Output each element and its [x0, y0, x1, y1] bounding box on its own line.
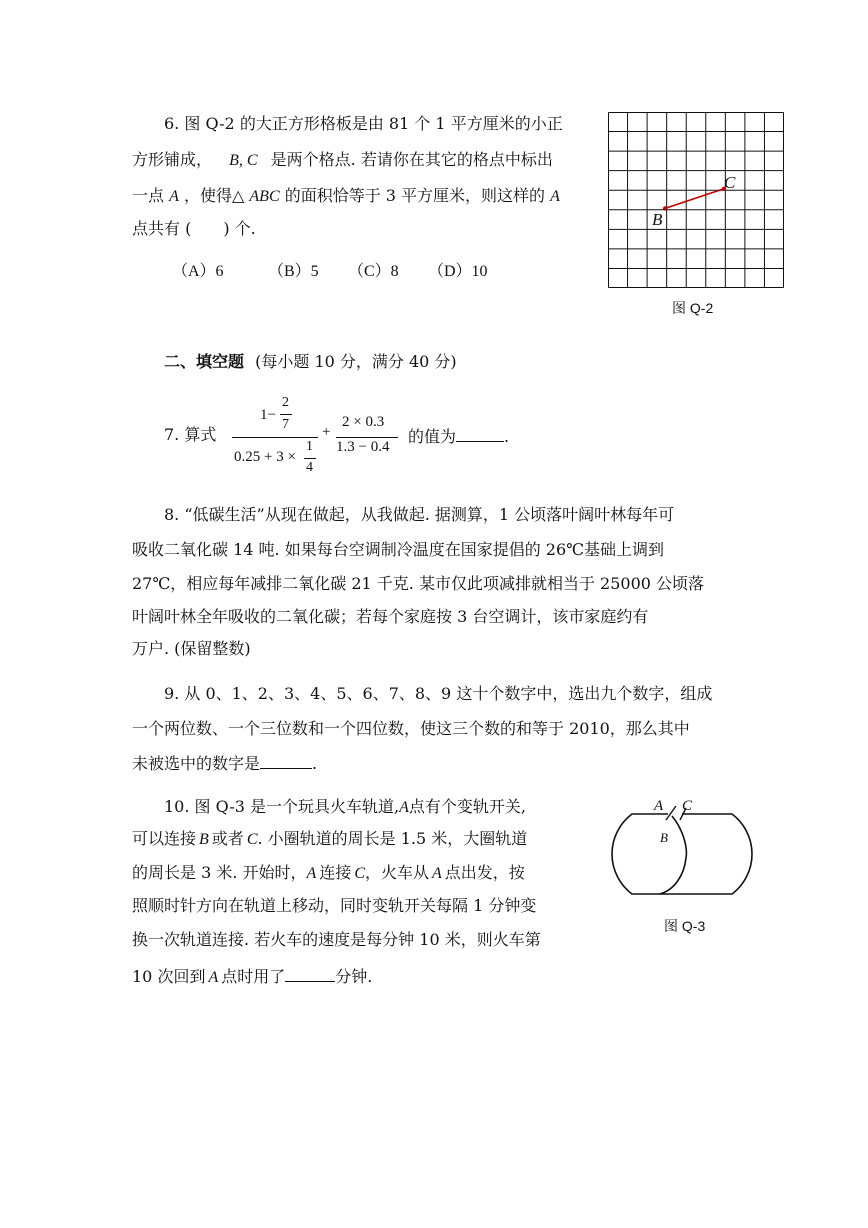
answer-blank-q9[interactable] [260, 752, 312, 769]
q7-fraction-bar [336, 437, 398, 438]
q6-line2 [132, 150, 553, 171]
q10-text: ，火车从 [365, 863, 430, 882]
q7-fraction-bar [280, 414, 292, 415]
q7-text: 2 × 0.3 [342, 414, 385, 430]
segment-bc [665, 189, 724, 209]
grid-figure [608, 112, 784, 288]
q7-plus: + [322, 424, 331, 440]
q7-number: 2 [282, 395, 289, 410]
label-b: B [652, 210, 663, 229]
q10-text: 点时用了 [221, 967, 286, 986]
figure-caption-q3: 图 Q-3 [664, 918, 706, 934]
q7-text: 的值为 [408, 427, 457, 446]
q10-line4: 照顺时针方向在轨道上移动，同时变轨开关每隔 1 分钟变 [132, 896, 537, 915]
q10-point-a: A [306, 865, 317, 882]
point-b-dot [663, 206, 667, 210]
grid-lines [609, 113, 784, 288]
q9-line3 [132, 752, 317, 774]
q9-text: 未被选中的数字是 [132, 754, 261, 773]
q7-text: 1− [260, 407, 276, 423]
q10-text: 10. 图 Q-3 是一个玩具火车轨道, [164, 797, 400, 816]
q8-line2: 吸收二氧化碳 14 吨. 如果每台空调制冷温度在国家提倡的 26℃基础上调到 [132, 540, 665, 559]
q10-point-c: C [354, 865, 365, 882]
q6-point-a: A [169, 188, 179, 205]
q10-text: . 小圈轨道的周长是 1.5 米，大圈轨道 [257, 829, 528, 848]
q7-text: 1.3 − 0.4 [336, 439, 390, 455]
q10-line1 [164, 797, 526, 818]
big-track [612, 814, 752, 894]
label-c: C [682, 798, 693, 814]
q7-fraction-bar [304, 458, 316, 459]
q6-text: 的面积恰等于 3 平方厘米，则这样的 [284, 186, 546, 205]
q6-text: 是两个格点. 若请你在其它的格点中标出 [270, 150, 553, 169]
q7-number: 7 [282, 417, 289, 432]
option-d: （D）10 [428, 263, 488, 280]
q10-text: 点有个变轨开关, [408, 797, 526, 816]
q10-text: 连接 [319, 863, 352, 882]
q6-text: 方形铺成， [132, 150, 213, 169]
answer-blank-q7[interactable] [456, 425, 504, 442]
q10-line6 [132, 965, 372, 988]
q10-line3 [132, 863, 525, 884]
q6-line4: 点共有 ( ) 个. [132, 219, 256, 238]
q10-text: 可以连接 [132, 829, 197, 848]
section-heading [164, 352, 457, 372]
q6-options [172, 262, 488, 282]
q7-fraction-1 [230, 393, 320, 481]
q6-line3 [132, 186, 560, 207]
q7-number: 1 [306, 439, 313, 454]
q8-line1: 8. “低碳生活”从现在做起，从我做起. 据测算，1 公顷落叶阔叶林每年可 [164, 505, 675, 524]
section-note: (每小题 10 分，满分 40 分) [255, 352, 457, 371]
answer-blank-q10[interactable] [285, 965, 335, 982]
q7-fraction-2 [334, 412, 400, 460]
q8-line4: 叶阔叶林全年吸收的二氧化碳；若每个家庭按 3 台空调计，该市家庭约有 [132, 607, 649, 626]
q6-point-a: A [550, 188, 560, 205]
figure-caption-q2: 图 Q-2 [672, 300, 714, 316]
q7-prefix: 7. 算式 [164, 425, 217, 444]
option-b: （B）5 [268, 263, 319, 280]
label-a: A [654, 798, 664, 814]
q8-line5: 万户. (保留整数) [132, 639, 251, 658]
q10-point-a: A [208, 969, 219, 986]
track-figure [578, 792, 788, 904]
q7-fraction-bar [232, 437, 318, 438]
q7-text: 0.25 + 3 × [234, 449, 296, 465]
q10-line5: 换一次轨道连接. 若火车的速度是每分钟 10 米，则火车第 [132, 930, 541, 949]
option-a: （A）6 [172, 263, 224, 280]
q6-points-bc: B, C [229, 152, 258, 169]
q10-text: 分钟. [335, 967, 373, 986]
q7-text: . [504, 427, 510, 446]
q6-line1: 6. 图 Q-2 的大正方形格板是由 81 个 1 平方厘米的小正 [164, 114, 563, 133]
q10-point-a: A [432, 865, 442, 882]
q10-text: 10 次回到 [132, 967, 206, 986]
q7-suffix [408, 425, 509, 447]
q6-text: ，使得△ [183, 186, 245, 205]
q8-line3: 27℃，相应每年减排二氧化碳 21 千克. 某市仅此项减排就相当于 25000 公顷落 [132, 574, 705, 593]
q10-line2 [132, 829, 527, 850]
q10-point-c: C [246, 831, 258, 848]
q9-line1: 9. 从 0、1、2、3、4、5、6、7、8、9 这十个数字中，选出九个数字，组成 [164, 684, 713, 703]
q9-text: . [312, 754, 318, 773]
label-b: B [660, 830, 668, 845]
q6-text: 一点 [132, 186, 165, 205]
small-track [660, 816, 686, 894]
q10-text: 或者 [211, 829, 244, 848]
q9-line2: 一个两位数、一个三位数和一个四位数，使这三个数的和等于 2010，那么其中 [132, 719, 690, 738]
q10-point-a: A [399, 799, 409, 816]
q10-text: 点出发，按 [444, 863, 525, 882]
q10-text: 的周长是 3 米. 开始时， [132, 863, 307, 882]
q6-triangle: ABC [249, 188, 280, 205]
q7-number: 4 [306, 460, 313, 475]
option-c: （C）8 [348, 263, 399, 280]
section-title: 二、填空题 [164, 352, 245, 371]
q10-point-b: B [199, 831, 209, 848]
label-c: C [724, 173, 736, 192]
